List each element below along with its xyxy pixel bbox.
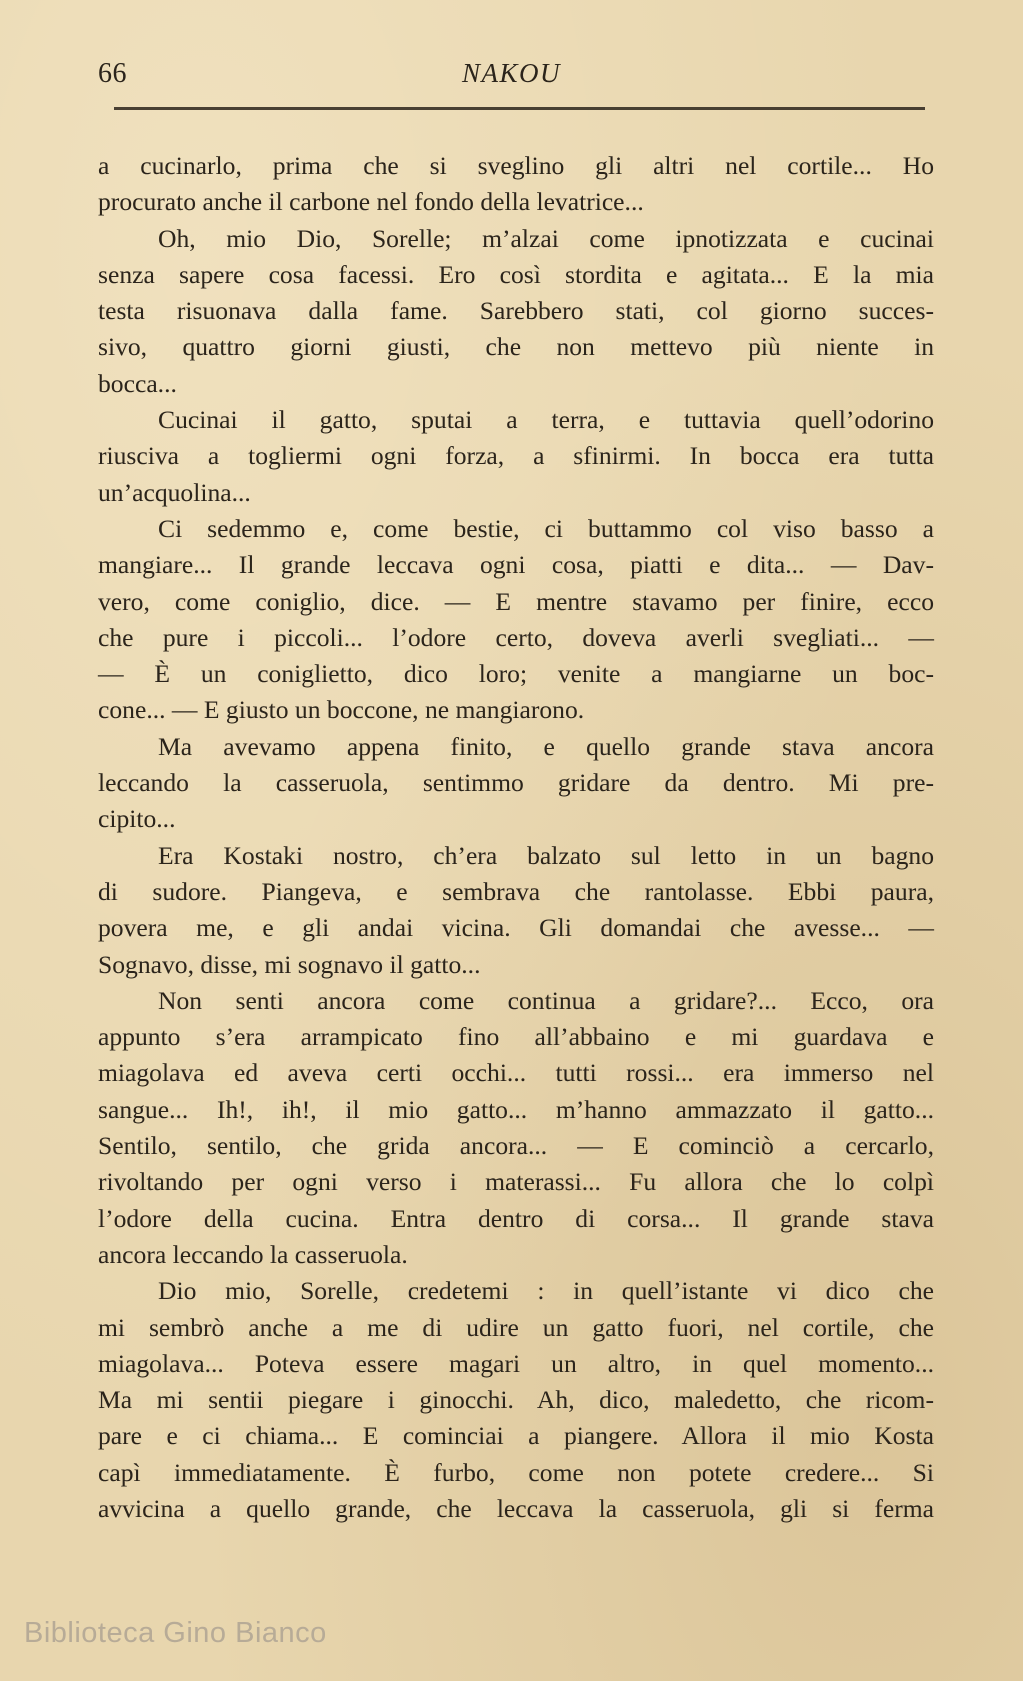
text-line: Cucinai il gatto, sputai a terra, e tuttavia quell’odorino xyxy=(158,405,934,435)
text-line: miagolava... Poteva essere magari un altro, in quel momento... xyxy=(98,1348,934,1378)
text-line: l’odore della cucina. Entra dentro di corsa... Il grande stava xyxy=(98,1203,934,1233)
text-line: ancora leccando la casseruola. xyxy=(98,1239,408,1269)
text-line: senza sapere cosa facessi. Ero così stordita e agitata... E la mia xyxy=(98,259,934,289)
text-line: Ci sedemmo e, come bestie, ci buttammo col viso basso a xyxy=(158,513,934,543)
text-line: capì immediatamente. È furbo, come non potete credere... Si xyxy=(98,1457,934,1487)
running-title: NAKOU xyxy=(461,58,561,88)
text-line: cone... — E giusto un boccone, ne mangiarono. xyxy=(98,695,585,725)
text-line: Sognavo, disse, mi sognavo il gatto... xyxy=(98,949,481,979)
body-text xyxy=(98,148,934,1527)
text-line: appunto s’era arrampicato fino all’abbaino e mi guardava e xyxy=(98,1022,934,1052)
text-line: riusciva a togliermi ogni forza, a sfinirmi. In bocca era tutta xyxy=(98,441,934,471)
text-line: bocca... xyxy=(98,368,177,398)
text-line: povera me, e gli andai vicina. Gli domandai che avesse... — xyxy=(98,913,934,943)
text-line: rivoltando per ogni verso i materassi... Fu allora che lo colpì xyxy=(98,1167,934,1197)
text-line: miagolava ed aveva certi occhi... tutti rossi... era immerso nel xyxy=(98,1058,934,1088)
text-line: Ma mi sentii piegare i ginocchi. Ah, dico, maledetto, che ricom- xyxy=(98,1385,934,1415)
page-header xyxy=(98,58,925,98)
text-line: di sudore. Piangeva, e sembrava che rantolasse. Ebbi paura, xyxy=(98,876,934,906)
text-line: pare e ci chiama... E cominciai a piangere. Allora il mio Kosta xyxy=(98,1421,934,1451)
text-line: che pure i piccoli... l’odore certo, doveva averli svegliati... — xyxy=(98,622,934,652)
text-line: procurato anche il carbone nel fondo della levatrice... xyxy=(98,187,644,217)
text-line: vero, come coniglio, dice. — E mentre stavamo per finire, ecco xyxy=(98,586,934,616)
text-line: Non senti ancora come continua a gridare?... Ecco, ora xyxy=(158,985,934,1015)
text-line: un’acquolina... xyxy=(98,477,251,507)
library-watermark: Biblioteca Gino Bianco xyxy=(24,1617,327,1649)
text-line: sivo, quattro giorni giusti, che non mettevo più niente in xyxy=(98,332,934,362)
page-number: 66 xyxy=(98,58,127,89)
text-line: cipito... xyxy=(98,804,176,834)
header-rule xyxy=(114,107,925,110)
text-line: mangiare... Il grande leccava ogni cosa, piatti e dita... — Dav- xyxy=(98,550,934,580)
text-line: Sentilo, sentilo, che grida ancora... — E cominciò a cercarlo, xyxy=(98,1131,934,1161)
text-line: — È un coniglietto, dico loro; venite a mangiarne un boc- xyxy=(98,659,934,689)
text-line: avvicina a quello grande, che leccava la casseruola, gli si ferma xyxy=(98,1493,934,1523)
text-line: Ma avevamo appena finito, e quello grande stava ancora xyxy=(158,731,934,761)
text-line: mi sembrò anche a me di udire un gatto fuori, nel cortile, che xyxy=(98,1312,934,1342)
text-line: Era Kostaki nostro, ch’era balzato sul letto in un bagno xyxy=(158,840,934,870)
text-line: sangue... Ih!, ih!, il mio gatto... m’hanno ammazzato il gatto... xyxy=(98,1094,934,1124)
text-line: a cucinarlo, prima che si sveglino gli altri nel cortile... Ho xyxy=(98,151,934,180)
text-line: Dio mio, Sorelle, credetemi : in quell’istante vi dico che xyxy=(158,1276,934,1306)
text-line: testa risuonava dalla fame. Sarebbero stati, col giorno succes- xyxy=(98,296,934,326)
text-line: Oh, mio Dio, Sorelle; m’alzai come ipnotizzata e cucinai xyxy=(158,223,934,253)
text-line: leccando la casseruola, sentimmo gridare da dentro. Mi pre- xyxy=(98,768,934,798)
